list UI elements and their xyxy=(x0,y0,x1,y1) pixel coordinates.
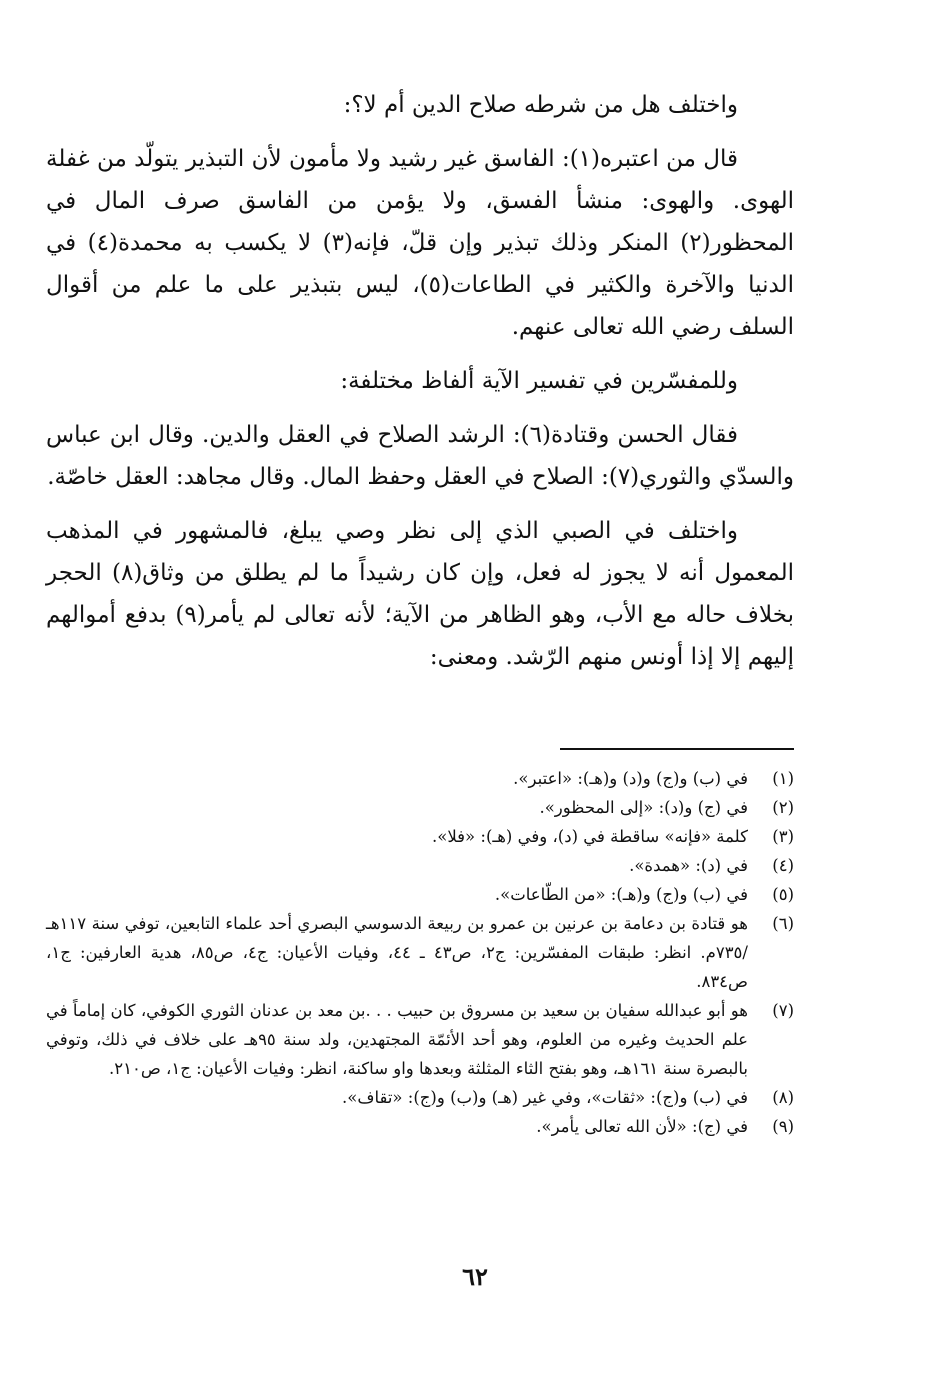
footnote-item xyxy=(46,909,794,996)
footnote-number: (١) xyxy=(772,769,794,788)
footnote-text: في (ج) و(د): «إلى المحظور». xyxy=(539,798,748,817)
footnote-text: في (د): «همدة». xyxy=(629,856,748,875)
footnote-item xyxy=(46,764,794,793)
footnote-item xyxy=(46,822,794,851)
footnote-text: في (ب) و(ج) و(هـ): «من الطّاعات». xyxy=(494,885,748,904)
body-paragraph: واختلف هل من شرطه صلاح الدين أم لا؟: xyxy=(343,92,738,118)
footnote-number: (٤) xyxy=(772,856,794,875)
page-number: ٦٢ xyxy=(462,1262,488,1291)
footnote-number: (٢) xyxy=(772,798,794,817)
footnote-number: (٧) xyxy=(772,1001,794,1020)
footnote-text: هو قتادة بن دعامة بن عرنين بن عمرو بن ربيعة الدسوسي البصري أحد علماء التابعين، توفي سنة ١١٧هـ /٧٣٥م. انظر: طبقات المفسّرين: ج٢، ص٤٣ ـ ٤٤، وفيات الأعيان: ج٤، ص٨٥، هدية العارفين: ج١، ص٨٣٤. xyxy=(46,914,748,991)
body-paragraph: وللمفسّرين في تفسير الآية ألفاظ مختلفة: xyxy=(340,368,738,394)
footnote-text: كلمة «فإنه» ساقطة في (د)، وفي (هـ): «فلا». xyxy=(431,827,748,846)
footnote-number: (٦) xyxy=(772,914,794,933)
footnote-number: (٣) xyxy=(772,827,794,846)
footnote-number: (٨) xyxy=(772,1088,794,1107)
footnote-number: (٥) xyxy=(772,885,794,904)
footnote-number: (٩) xyxy=(772,1117,794,1136)
body-paragraph: قال من اعتبره(١): الفاسق غير رشيد ولا مأمون لأن التبذير يتولّد من غفلة الهوى. والهوى: منشأ الفسق، ولا يؤمن من الفاسق صرف المال في المحظور(٢) المنكر وذلك تبذير وإن قلّ، فإنه(٣) لا يكسب به محمدة(٤) في الدنيا والآخرة والكثير في الطاعات(٥)، ليس بتبذير على ما علم من أقوال السلف رضي الله تعالى عنهم. xyxy=(46,146,794,340)
footnote-item xyxy=(46,880,794,909)
body-paragraph: واختلف في الصبي الذي إلى نظر وصي يبلغ، فالمشهور في المذهب المعمول أنه لا يجوز له فعل، وإن كان رشيداً ما لم يطلق من وثاق(٨) الحجر بخلاف حاله مع الأب، وهو الظاهر من الآية؛ لأنه تعالى لم يأمر(٩) بدفع أموالهم إليهم إلا إذا أونس منهم الرّشد. ومعنى: xyxy=(46,518,795,670)
footnote-item xyxy=(46,793,794,822)
footnote-item xyxy=(46,996,794,1083)
footnote-text: في (ب) و(ج): «ثقات»، وفي غير (هـ) و(ب) و(ج): «تقاف». xyxy=(342,1088,748,1107)
footnote-item xyxy=(46,851,794,880)
footnote-text: في (ب) و(ج) و(د) و(هـ): «اعتبر». xyxy=(513,769,748,788)
footnote-item xyxy=(46,1112,794,1141)
footnote-text: هو أبو عبدالله سفيان بن سعيد بن مسروق بن حبيب . . .بن معد بن عدنان الثوري الكوفي، كان إماماً في علم الحديث وغيره من العلوم، وهو أحد الأئمّة المجتهدين، ولد سنة ٩٥هـ على خلاف في ذلك، وتوفي بالبصرة سنة ١٦١هـ، وهو بفتح الثاء المثلثة وبعدها واو ساكنة، انظر: وفيات الأعيان: ج١، ص٢١٠. xyxy=(46,1001,748,1078)
footnote-separator xyxy=(560,748,794,750)
body-paragraph: فقال الحسن وقتادة(٦): الرشد الصلاح في العقل والدين. وقال ابن عباس والسدّي والثوري(٧): الصلاح في العقل وحفظ المال. وقال مجاهد: العقل خاصّة. xyxy=(46,422,794,490)
footnotes xyxy=(46,764,794,1141)
footnote-text: في (ج): «لأن الله تعالى يأمر». xyxy=(536,1117,748,1136)
footnote-item xyxy=(46,1083,794,1112)
